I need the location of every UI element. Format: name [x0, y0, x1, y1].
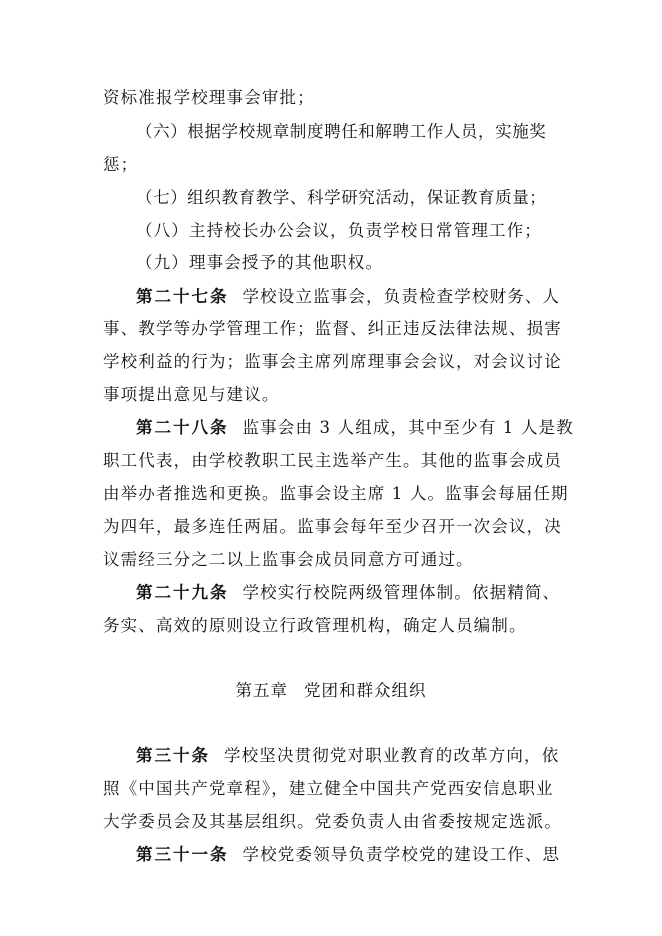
article-29: 第二十九条 学校实行校院两级管理体制。依据精简、: [136, 583, 561, 602]
text-line: 惩；: [103, 155, 139, 174]
text-line: 学校利益的行为；监事会主席列席理事会会议，对会议讨论: [103, 352, 562, 371]
article-31: 第三十一条 学校党委领导负责学校党的建设工作、思: [136, 845, 561, 864]
article-heading: 第二十八条: [136, 418, 229, 437]
article-30: 第三十条 学校坚决贯彻党对职业教育的改革方向，依: [136, 746, 560, 765]
article-heading: 第二十七条: [136, 287, 229, 306]
article-heading: 第三十条: [136, 746, 210, 765]
text-line: （六）根据学校规章制度聘任和解聘工作人员，实施奖: [136, 122, 547, 141]
text-line: 议需经三分之二以上监事会成员同意方可通过。: [103, 550, 474, 569]
chapter-heading: 第五章 党团和群众组织: [235, 681, 427, 700]
text-line: 资标准报学校理事会审批；: [103, 88, 315, 107]
text-line: 照《中国共产党章程》，建立健全中国共产党西安信息职业: [103, 779, 554, 798]
text-line: 事项提出意见与建议。: [103, 385, 280, 404]
article-28: 第二十八条 监事会由 3 人组成，其中至少有 1 人是教: [136, 418, 574, 437]
text-line: 大学委员会及其基层组织。党委负责人由省委按规定选派。: [103, 812, 562, 831]
article-heading: 第三十一条: [136, 845, 229, 864]
text-line: 为四年，最多连任两届。监事会每年至少召开一次会议，决: [103, 517, 562, 536]
text-line: （九）理事会授予的其他职权。: [136, 253, 384, 272]
text-line: 职工代表，由学校教职工民主选举产生。其他的监事会成员: [103, 451, 562, 470]
text-line: 由举办者推选和更换。监事会设主席 1 人。监事会每届任期: [103, 484, 569, 503]
text-line: 事、教学等办学管理工作；监督、纠正违反法律法规、损害: [103, 319, 562, 338]
text-line: 务实、高效的原则设立行政管理机构，确定人员编制。: [103, 616, 527, 635]
text-line: （八）主持校长办公会议，负责学校日常管理工作；: [136, 221, 542, 240]
text-line: （七）组织教育教学、科学研究活动，保证教育质量；: [136, 188, 547, 207]
article-heading: 第二十九条: [136, 583, 229, 602]
article-27: 第二十七条 学校设立监事会，负责检查学校财务、人: [136, 287, 561, 306]
